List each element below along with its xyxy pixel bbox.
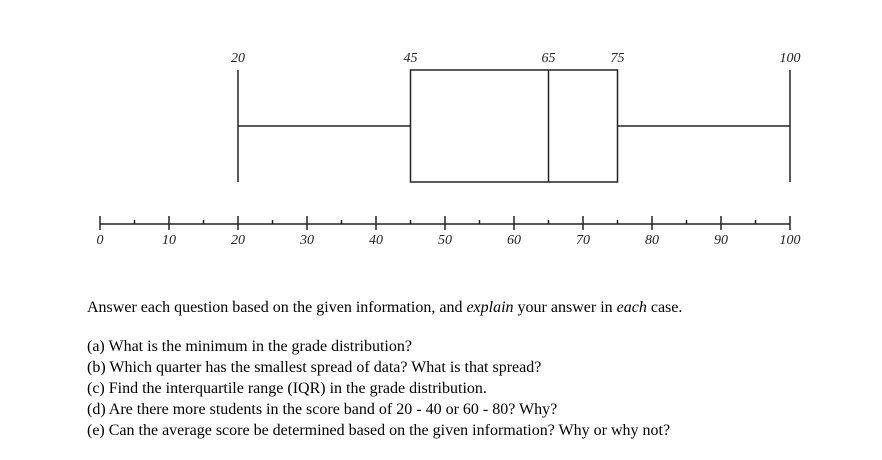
box-plot — [238, 70, 790, 182]
instructions-part2: your answer in — [513, 299, 617, 316]
question-d: (d) Are there more students in the score band of 20 - 40 or 60 - 80? Why? — [87, 401, 558, 418]
summary-label-q1: 45 — [403, 51, 418, 66]
instructions-part3: case. — [646, 299, 683, 316]
tick-label-90: 90 — [714, 233, 728, 248]
question-b: (b) Which quarter has the smallest spread of data? What is that spread? — [87, 359, 542, 376]
iqr-box — [411, 70, 618, 182]
question-a: (a) What is the minimum in the grade distribution? — [87, 338, 412, 355]
tick-label-50: 50 — [438, 233, 452, 248]
summary-label-min: 20 — [231, 51, 245, 66]
summary-label-median: 65 — [541, 51, 556, 66]
instructions-emphasis-explain: explain — [466, 299, 514, 316]
tick-label-40: 40 — [369, 233, 383, 248]
summary-label-q3: 75 — [610, 51, 625, 66]
number-line-axis — [100, 216, 790, 230]
summary-label-max: 100 — [779, 51, 801, 66]
tick-label-30: 30 — [300, 233, 314, 248]
summary-labels — [231, 51, 801, 66]
instructions-emphasis-each: each — [616, 299, 647, 316]
question-e: (e) Can the average score be determined based on the given information? Why or why not? — [87, 422, 671, 439]
tick-label-10: 10 — [162, 233, 176, 248]
axis-tick-labels — [97, 233, 801, 248]
question-block — [87, 296, 867, 441]
tick-label-0: 0 — [96, 233, 104, 248]
tick-label-100: 100 — [779, 233, 801, 248]
tick-label-20: 20 — [231, 233, 245, 248]
tick-label-80: 80 — [645, 233, 659, 248]
tick-label-70: 70 — [576, 233, 590, 248]
tick-label-60: 60 — [507, 233, 521, 248]
instructions-part1: Answer each question based on the given information, and — [87, 299, 467, 316]
question-c: (c) Find the interquartile range (IQR) in the grade distribution. — [87, 380, 487, 397]
instructions — [87, 296, 867, 320]
